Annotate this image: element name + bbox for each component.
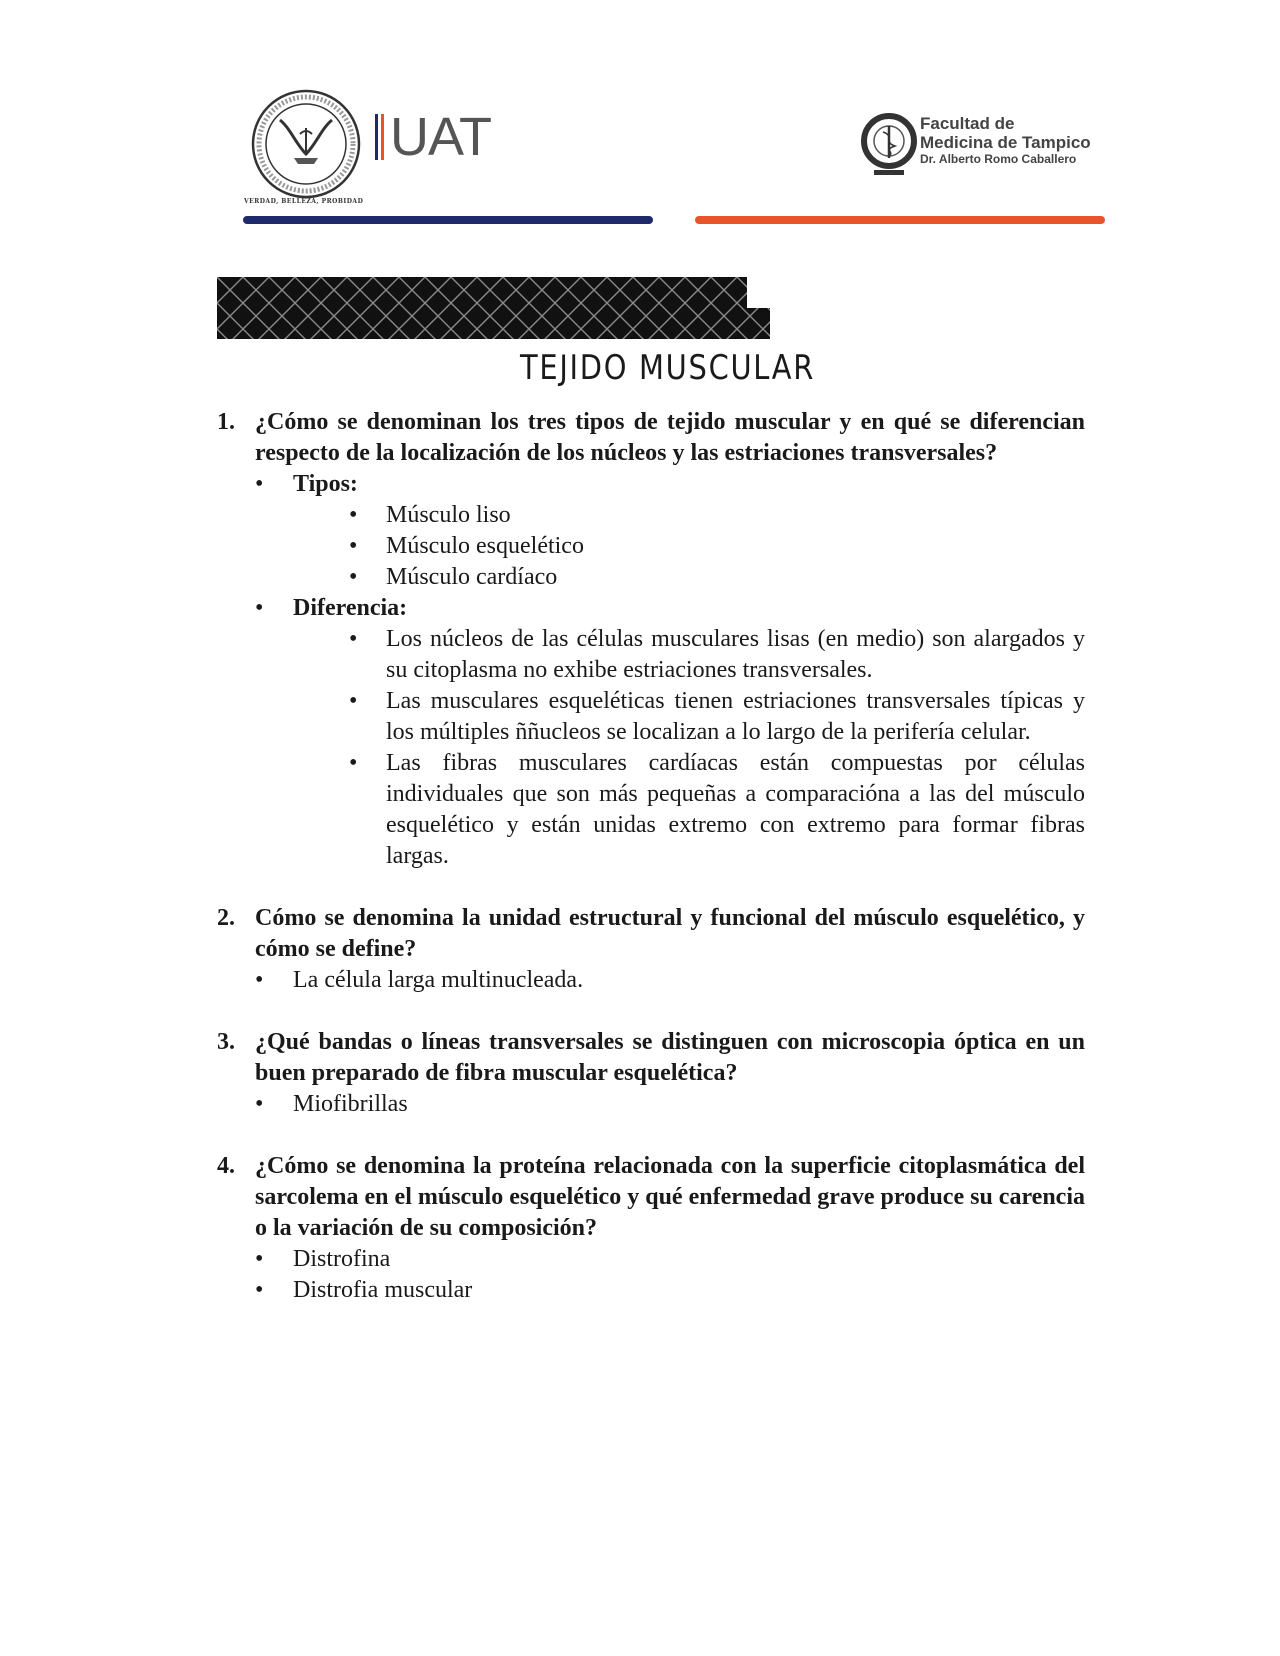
question-1-answers <box>217 469 1085 872</box>
question-number: 4. <box>217 1153 235 1179</box>
question-2-answers <box>217 965 1085 996</box>
question-text: ¿Cómo se denominan los tres tipos de tejido muscular y en qué se diferencian respecto de la localización de los núcleos y las estriaciones transversales? <box>255 409 1085 466</box>
question-3-answers <box>217 1089 1085 1120</box>
group-heading: Diferencia: <box>293 595 408 621</box>
sub-list <box>293 624 1085 872</box>
list-item: • Músculo liso <box>349 500 1085 531</box>
list-item: • Los núcleos de las células musculares lisas (en medio) son alargados y su citoplasma no exhibe estriaciones transversales. <box>349 624 1085 686</box>
faculty-line-3: Dr. Alberto Romo Caballero <box>920 152 1077 166</box>
question-number: 1. <box>217 409 235 435</box>
document-body <box>217 407 1085 1306</box>
question-text: Cómo se denomina la unidad estructural y funcional del músculo esquelético, y cómo se define? <box>255 905 1085 962</box>
uat-logo-text: UAT <box>390 107 491 167</box>
faculty-seal-icon <box>860 112 918 178</box>
question-text: ¿Qué bandas o líneas transversales se distinguen con microscopia óptica en un buen preparado de fibra muscular esquelética? <box>255 1029 1085 1086</box>
list-item: • Distrofina <box>255 1244 1085 1275</box>
question-1 <box>217 407 1085 469</box>
group-heading: Tipos: <box>293 471 358 497</box>
list-item: • Músculo cardíaco <box>349 562 1085 593</box>
uat-seal-icon <box>250 88 362 200</box>
list-item <box>255 469 1085 593</box>
redacted-name-block <box>217 277 770 339</box>
uat-motto: VERDAD, BELLEZA, PROBIDAD <box>244 198 364 205</box>
question-text: ¿Cómo se denomina la proteína relacionada con la superficie citoplasmática del sarcolema en el músculo esquelético y qué enfermedad grave produce su carencia o la variación de su composición? <box>255 1153 1085 1241</box>
list-item: • Distrofia muscular <box>255 1275 1085 1306</box>
list-item <box>255 593 1085 872</box>
question-number: 2. <box>217 905 235 931</box>
question-4 <box>217 1151 1085 1244</box>
list-item: • Las fibras musculares cardíacas están compuestas por células individuales que son más pequeñas a comparacióna a las del músculo esquelético y están unidas extremo con extremo para formar fibras largas. <box>349 748 1085 872</box>
list-item: • Las musculares esqueléticas tienen estriaciones transversales típicas y los múltiples ññucleos se localizan a lo largo de la perifería celular. <box>349 686 1085 748</box>
faculty-line-2: Medicina de Tampico <box>920 133 1091 152</box>
uat-wordmark <box>375 107 491 167</box>
faculty-logo <box>860 108 1100 188</box>
faculty-line-1: Facultad de <box>920 114 1015 133</box>
list-item: • La célula larga multinucleada. <box>255 965 1085 996</box>
header-divider-orange <box>695 216 1105 224</box>
header-divider-navy <box>243 216 653 224</box>
page-title: TEJIDO MUSCULAR <box>520 348 816 388</box>
sub-list <box>293 500 1085 593</box>
uat-bars-icon <box>375 114 384 160</box>
question-2 <box>217 903 1085 965</box>
list-item: • Músculo esquelético <box>349 531 1085 562</box>
question-3 <box>217 1027 1085 1089</box>
question-number: 3. <box>217 1029 235 1055</box>
question-4-answers <box>217 1244 1085 1306</box>
list-item: • Miofibrillas <box>255 1089 1085 1120</box>
